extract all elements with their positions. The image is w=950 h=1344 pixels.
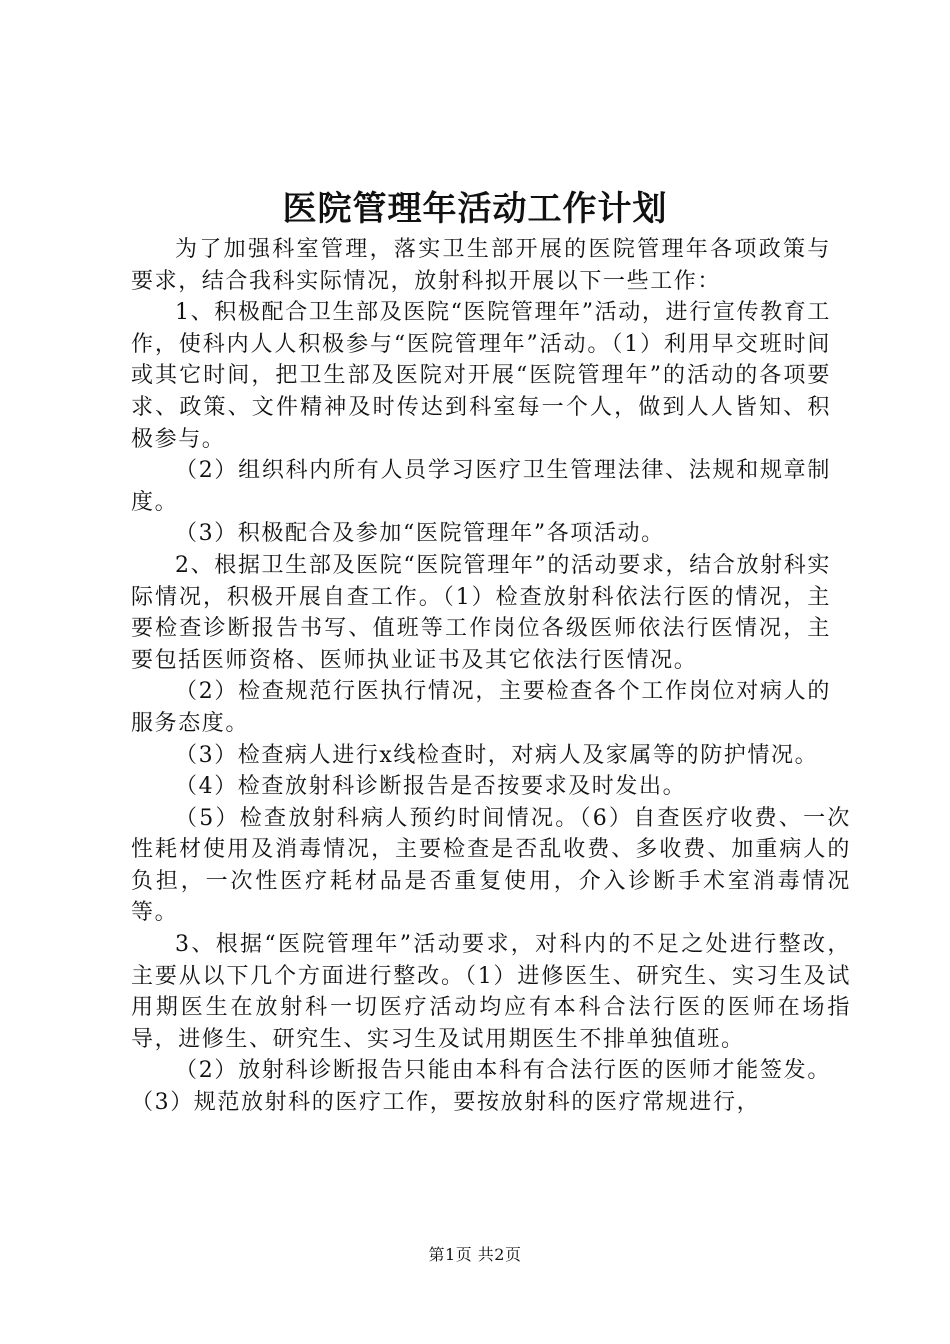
paragraph-item-3-2: （2）放射科诊断报告只能由本科有合法行医的医师才能签发。（3）规范放射科的医疗工作，要按放射科的医疗常规进行， xyxy=(131,1058,831,1116)
paragraph-item-2-2: （2）检查规范行医执行情况，主要检查各个工作岗位对病人的服务态度。 xyxy=(131,679,831,736)
page-number-footer: 第1页 共2页 xyxy=(428,1245,522,1264)
paragraph-item-1-2: （2）组织科内所有人员学习医疗卫生管理法律、法规和规章制度。 xyxy=(131,458,831,515)
document-body xyxy=(131,234,851,1119)
paragraph-item-2-4: （4）检查放射科诊断报告是否按要求及时发出。 xyxy=(175,774,687,800)
paragraph-intro: 为了加强科室管理，落实卫生部开展的医院管理年各项政策与要求，结合我科实际情况，放射科拟开展以下一些工作： xyxy=(131,237,831,294)
paragraph-item-2-5: （5）检查放射科病人预约时间情况。（6）自查医疗收费、一次性耗材使用及消毒情况，主要检查是否乱收费、多收费、加重病人的负担，一次性医疗耗材品是否重复使用，介入诊断手术室消毒情况等。 xyxy=(131,805,851,926)
paragraph-item-3: 3、根据“医院管理年”活动要求，对科内的不足之处进行整改，主要从以下几个方面进行整改。（1）进修医生、研究生、实习生及试用期医生在放射科一切医疗活动均应有本科合法行医的医师在场指导，进修生、研究生、实习生及试用期医生不排单独值班。 xyxy=(131,932,851,1052)
paragraph-item-1: 1、积极配合卫生部及医院“医院管理年”活动，进行宣传教育工作，使科内人人积极参与“医院管理年”活动。（1）利用早交班时间或其它时间，把卫生部及医院对开展“医院管理年”的活动的各项要求、政策、文件精神及时传达到科室每一个人，做到人人皆知、积极参与。 xyxy=(131,300,831,452)
paragraph-item-1-3: （3）积极配合及参加“医院管理年”各项活动。 xyxy=(175,521,665,547)
document-title: 医院管理年活动工作计划 xyxy=(282,189,668,229)
paragraph-item-2: 2、根据卫生部及医院“医院管理年”的活动要求，结合放射科实际情况，积极开展自查工作。（1）检查放射科依法行医的情况，主要检查诊断报告书写、值班等工作岗位各级医师依法行医情况，主要包括医师资格、医师执业证书及其它依法行医情况。 xyxy=(131,552,831,673)
paragraph-item-2-3: （3）检查病人进行x线检查时，对病人及家属等的防护情况。 xyxy=(175,742,819,768)
